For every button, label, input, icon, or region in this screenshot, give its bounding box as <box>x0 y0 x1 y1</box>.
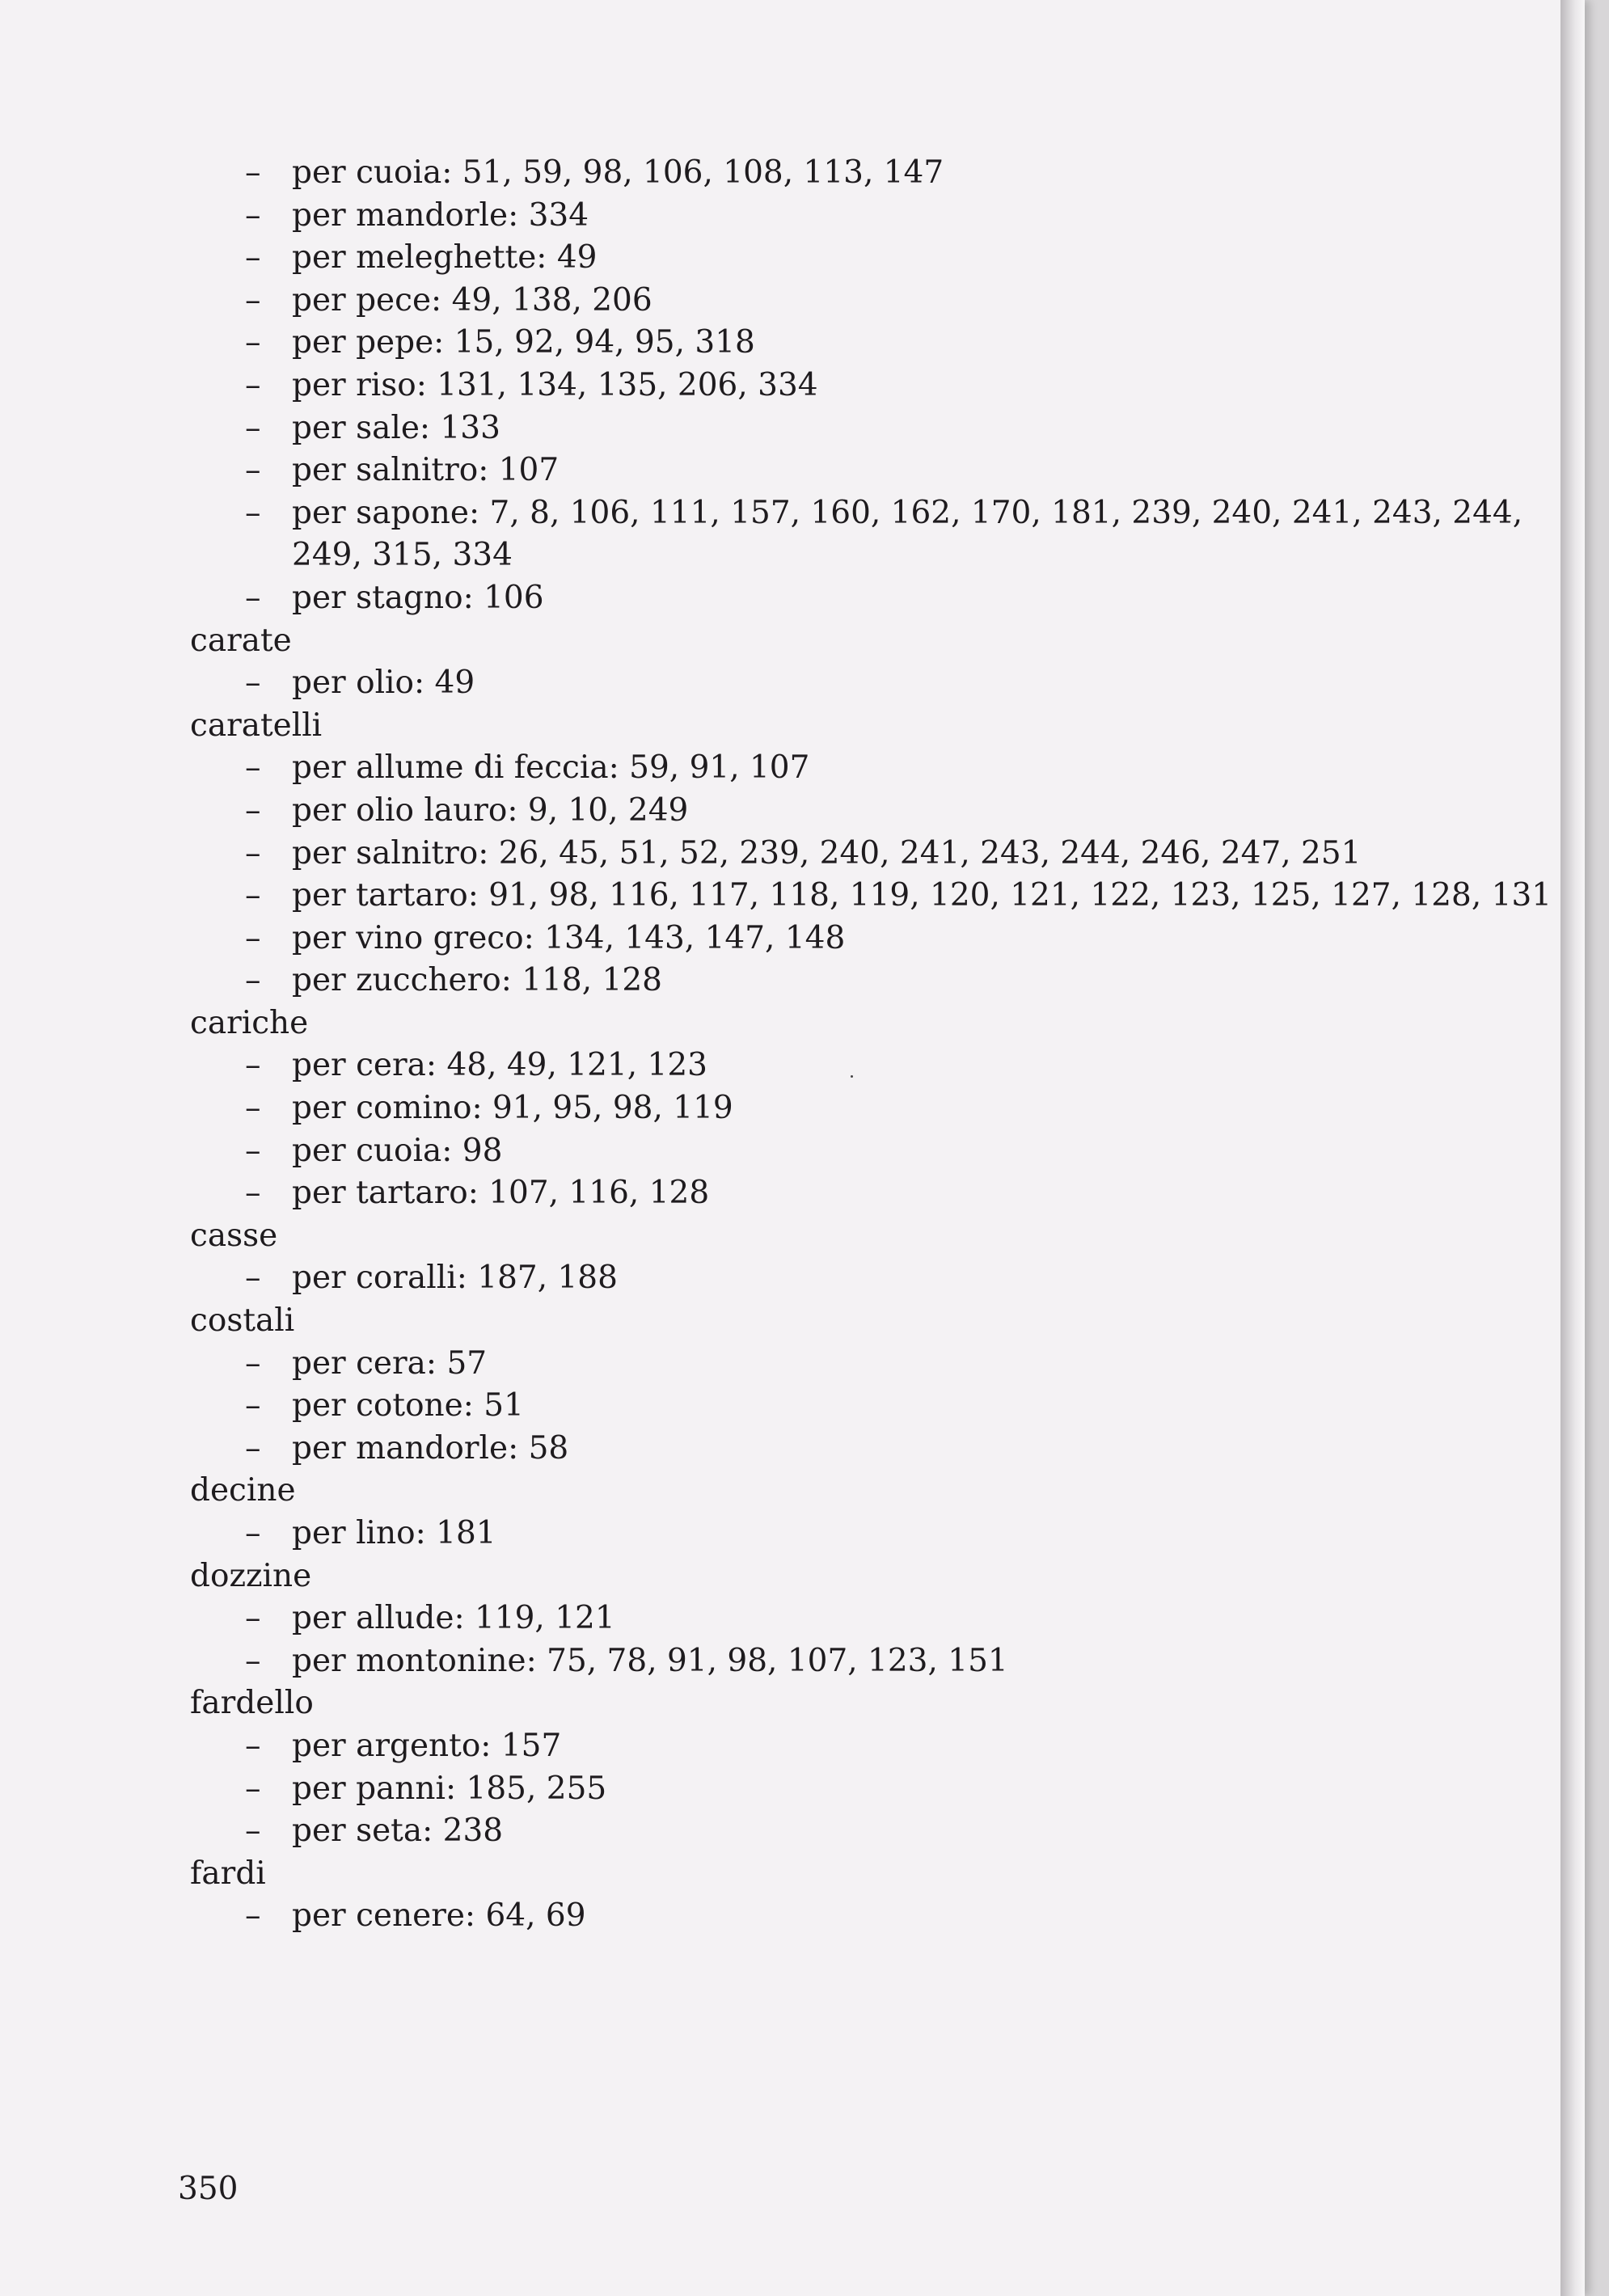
index-subentry-text: per sale: 133 <box>292 409 500 446</box>
index-subentry <box>190 918 1553 960</box>
index-subentry <box>190 833 1553 876</box>
dash-marker: – <box>245 1429 261 1467</box>
index-subentry <box>190 152 1553 195</box>
dash-marker: – <box>245 1642 261 1679</box>
index-heading: decine <box>190 1472 296 1509</box>
dash-marker: – <box>245 791 261 829</box>
index-subentry-text: per cera: 57 <box>292 1344 488 1382</box>
index-subentry-text: per mandorle: 58 <box>292 1429 569 1467</box>
dash-marker: – <box>245 452 261 489</box>
index-subentry <box>190 1172 1553 1215</box>
index-subentry-text: per coralli: 187, 188 <box>292 1260 618 1297</box>
index-subentry-text: per tartaro: 91, 98, 116, 117, 118, 119, 120, 121, 122, 123, 125, 127, 128, 131 <box>292 877 1552 914</box>
index-subentry <box>190 449 1553 492</box>
dash-marker: – <box>245 196 261 234</box>
index-subentry-text: per vino greco: 134, 143, 147, 148 <box>292 919 846 956</box>
dash-marker: – <box>245 1132 261 1169</box>
index-subentry-text: per argento: 157 <box>292 1727 562 1764</box>
index-subentry-text: per salnitro: 107 <box>292 452 560 489</box>
index-subentry <box>190 1895 1553 1938</box>
index-subentry <box>190 1513 1553 1555</box>
index-subentry-text: per olio: 49 <box>292 665 475 702</box>
index-subentry-text: per cotone: 51 <box>292 1387 524 1424</box>
index-subentry-text: per olio lauro: 9, 10, 249 <box>292 791 689 829</box>
index-heading: cariche <box>190 1004 309 1041</box>
index-subentry-text: per comino: 91, 95, 98, 119 <box>292 1090 733 1127</box>
index-list <box>190 152 1553 1938</box>
index-subentry-text: per tartaro: 107, 116, 128 <box>292 1175 710 1212</box>
index-subentry <box>190 365 1553 407</box>
dash-marker: – <box>245 1813 261 1850</box>
dash-marker: – <box>245 1727 261 1764</box>
dash-marker: – <box>245 494 261 531</box>
index-heading: fardi <box>190 1855 266 1892</box>
dash-marker: – <box>245 749 261 787</box>
dash-marker: – <box>245 324 261 361</box>
index-subentry <box>190 280 1553 323</box>
dash-marker: – <box>245 962 261 999</box>
index-subentry-text: per cuoia: 51, 59, 98, 106, 108, 113, 147 <box>292 154 944 191</box>
index-subentry-text: per pepe: 15, 92, 94, 95, 318 <box>292 324 755 361</box>
dash-marker: – <box>245 1770 261 1807</box>
dash-marker: – <box>245 1090 261 1127</box>
index-heading: costali <box>190 1302 295 1340</box>
dash-marker: – <box>245 1897 261 1935</box>
dash-marker: – <box>245 834 261 872</box>
dash-marker: – <box>245 877 261 914</box>
index-subentry <box>190 1597 1553 1640</box>
index-subentry-text: per cenere: 64, 69 <box>292 1897 586 1935</box>
index-subentry <box>190 1810 1553 1853</box>
index-subentry-text: per mandorle: 334 <box>292 196 589 234</box>
index-heading: caratelli <box>190 707 323 744</box>
index-subentry <box>190 875 1553 918</box>
index-subentry <box>190 492 1553 577</box>
dash-marker: – <box>245 1600 261 1637</box>
index-subentry <box>190 1725 1553 1768</box>
index-subentry <box>190 790 1553 833</box>
dash-marker: – <box>245 1515 261 1551</box>
dash-marker: – <box>245 1175 261 1212</box>
index-subentry <box>190 1385 1553 1428</box>
dash-marker: – <box>245 1387 261 1424</box>
index-subentry-text: per pece: 49, 138, 206 <box>292 281 652 319</box>
index-subentry <box>190 747 1553 790</box>
index-subentry <box>190 1768 1553 1811</box>
dash-marker: – <box>245 1344 261 1382</box>
index-subentry <box>190 1087 1553 1130</box>
index-heading: casse <box>190 1217 278 1254</box>
index-subentry-text: per stagno: 106 <box>292 579 544 616</box>
index-subentry <box>190 960 1553 1002</box>
index-subentry <box>190 1130 1553 1173</box>
index-subentry-text: per zucchero: 118, 128 <box>292 962 662 999</box>
index-subentry <box>190 662 1553 705</box>
dash-marker: – <box>245 154 261 191</box>
index-subentry <box>190 1045 1553 1087</box>
index-subentry-text: per montonine: 75, 78, 91, 98, 107, 123, 151 <box>292 1642 1008 1679</box>
index-subentry-text: per allume di feccia: 59, 91, 107 <box>292 749 810 787</box>
index-subentry-text: per riso: 131, 134, 135, 206, 334 <box>292 366 818 403</box>
index-subentry-text: per salnitro: 26, 45, 51, 52, 239, 240, 241, 243, 244, 246, 247, 251 <box>292 834 1362 872</box>
index-subentry-text: per meleghette: 49 <box>292 239 598 276</box>
index-subentry <box>190 195 1553 238</box>
dash-marker: – <box>245 579 261 616</box>
index-subentry-text: per panni: 185, 255 <box>292 1770 607 1807</box>
page-edge-shadow <box>1560 0 1585 2296</box>
dash-marker: – <box>245 281 261 319</box>
dash-marker: – <box>245 665 261 702</box>
index-subentry <box>190 237 1553 280</box>
dash-marker: – <box>245 919 261 956</box>
index-subentry-text: per sapone: 7, 8, 106, 111, 157, 160, 162, 170, 181, 239, 240, 241, 243, 244, 249, 315, 334 <box>292 494 1523 574</box>
index-heading: dozzine <box>190 1557 312 1594</box>
index-subentry-text: per allude: 119, 121 <box>292 1600 615 1637</box>
index-subentry <box>190 577 1553 620</box>
index-subentry-text: per seta: 238 <box>292 1813 504 1850</box>
dash-marker: – <box>245 1047 261 1084</box>
index-heading: fardello <box>190 1685 314 1722</box>
index-subentry <box>190 407 1553 450</box>
index-subentry-text: per cuoia: 98 <box>292 1132 503 1169</box>
page-number: 350 <box>178 2171 239 2207</box>
dash-marker: – <box>245 409 261 446</box>
index-subentry <box>190 1428 1553 1471</box>
index-subentry <box>190 322 1553 365</box>
index-subentry <box>190 1343 1553 1386</box>
dash-marker: – <box>245 366 261 403</box>
index-subentry-text: per cera: 48, 49, 121, 123 <box>292 1047 707 1084</box>
dash-marker: – <box>245 1260 261 1297</box>
index-heading: carate <box>190 622 292 659</box>
index-subentry <box>190 1257 1553 1300</box>
index-subentry <box>190 1640 1553 1683</box>
index-subentry-text: per lino: 181 <box>292 1515 496 1551</box>
dash-marker: – <box>245 239 261 276</box>
